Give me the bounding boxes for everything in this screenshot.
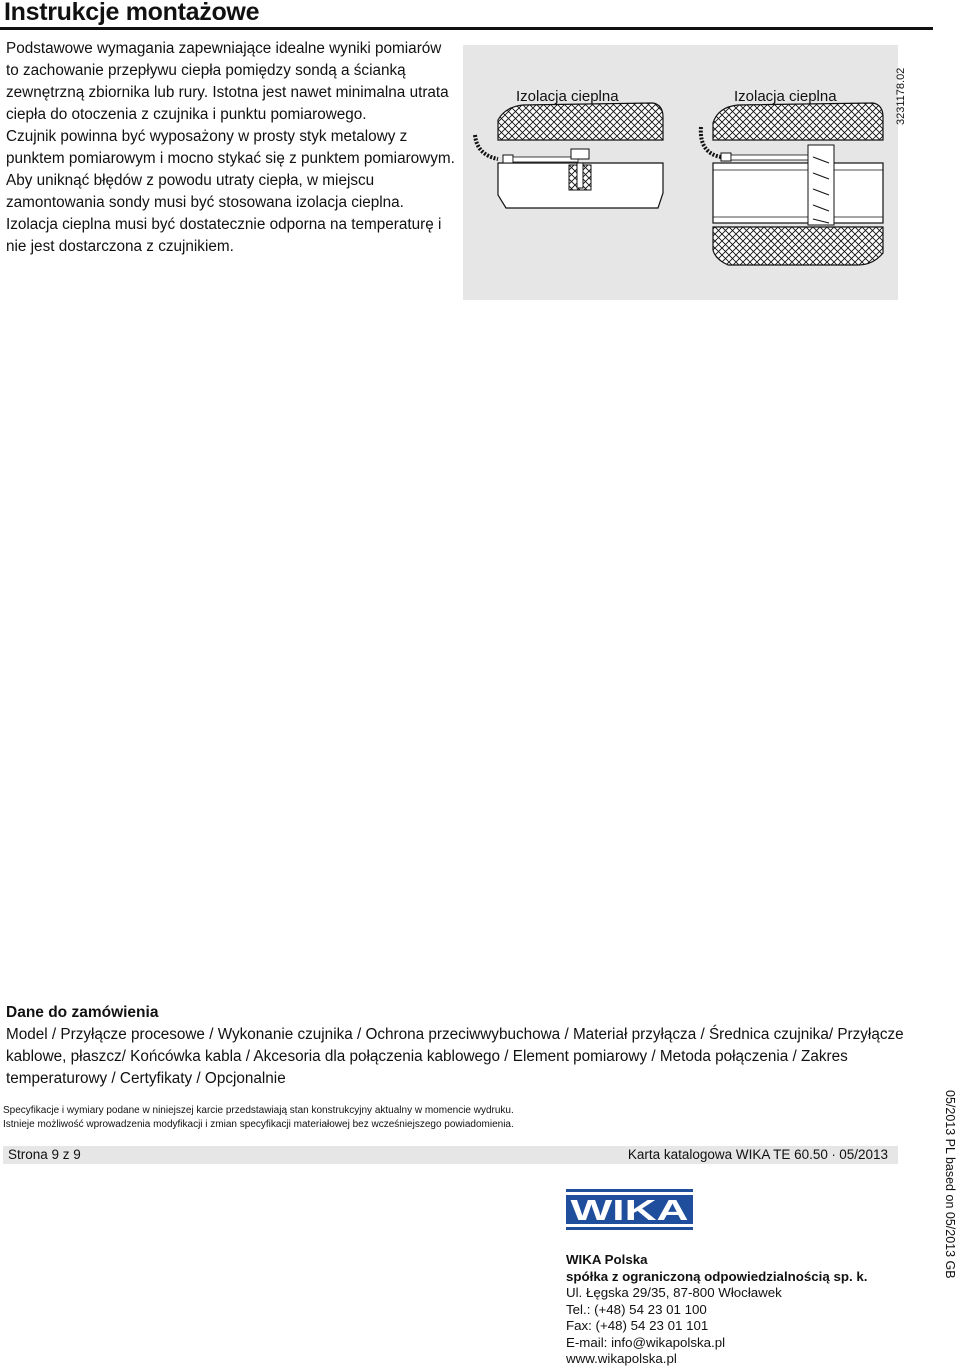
order-heading: Dane do zamówienia (6, 1004, 159, 1021)
right-insulation-bottom (713, 227, 883, 265)
page-number: Strona 9 z 9 (8, 1147, 81, 1162)
disclaimer-line-2: Istnieje możliwość wprowadzenia modyfikacji i zmian specyfikacji materiałowej bez wcześniejszego powiadomienia. (3, 1119, 514, 1130)
installation-drawing (463, 45, 898, 300)
company-fax: Fax: (+48) 54 23 01 101 (566, 1318, 709, 1333)
left-cable (475, 135, 498, 159)
right-insulation-top (713, 103, 883, 140)
left-insulation (498, 103, 663, 140)
footer-bar (3, 1146, 898, 1164)
left-sensor-tip (503, 155, 513, 163)
company-name: WIKA Polska (566, 1252, 648, 1267)
intro-paragraph-3: Aby uniknąć błędów z powodu utraty ciepła, w miejscu zamontowania sondy musi być stosowana izolacja cieplna. Izolacja cieplna musi być dostatecznie odporna na temperaturę i nie jest dostarczona z czujnikiem. (6, 172, 442, 255)
left-screw (577, 163, 583, 188)
page-title: Instrukcje montażowe (4, 0, 260, 26)
intro-paragraph-1: Podstawowe wymagania zapewniające idealne wyniki pomiarów to zachowanie przepływu ciepła pomiędzy sondą a ścianką zewnętrzną zbiornika lub rury. Istotna jest nawet minimalna utrata ciepła do otoczenia z czujnika i punktu pomiarowego. (6, 40, 449, 123)
company-phone: Tel.: (+48) 54 23 01 100 (566, 1301, 707, 1317)
title-divider (0, 27, 933, 30)
insulation-label-right: Izolacja cieplna (734, 88, 837, 105)
disclaimer (3, 1104, 903, 1132)
intro-paragraph-2: Czujnik powinna być wyposażony w prosty styk metalowy z punktem pomiarowym i mocno stykać się z punktem pomiarowym. (6, 128, 455, 167)
wika-logo (566, 1187, 693, 1232)
right-pipe (713, 163, 883, 223)
company-contact (566, 1252, 867, 1368)
right-clamp-band (808, 145, 834, 225)
left-clamp (571, 149, 589, 159)
insulation-label-left: Izolacja cieplna (516, 88, 619, 105)
intro-text (6, 38, 458, 258)
installation-figure (463, 45, 907, 300)
left-sensor-sheath (513, 157, 578, 162)
company-legal-name: spółka z ograniczoną odpowiedzialnością sp. k. (566, 1268, 868, 1284)
version-note: 05/2013 PL based on 05/2013 GB (943, 1090, 957, 1279)
company-website[interactable]: www.wikapolska.pl (566, 1351, 677, 1366)
order-text: Model / Przyłącze procesowe / Wykonanie czujnika / Ochrona przeciwwybuchowa / Materiał przyłącza / Średnica czujnika/ Przyłącze kablowe, płaszcz/ Końcówka kabla / Akcesoria dla połączenia kablowego / Element pomiarowy / Metoda połączenia / Zakres temperaturowy / Certyfikaty / Opcjonalnie (6, 1026, 904, 1087)
drawing-code: 3231178.02 (895, 67, 907, 125)
right-sensor-tip (721, 153, 731, 161)
svg-text:WIKA: WIKA (570, 1195, 689, 1227)
company-address: Ul. Łęgska 29/35, 87-800 Włocławek (566, 1285, 782, 1300)
catalog-reference: Karta katalogowa WIKA TE 60.50 ∙ 05/2013 (627, 1147, 888, 1162)
disclaimer-line-1: Specyfikacje i wymiary podane w niniejszej karcie przedstawiają stan konstrukcyjny aktualny w momencie wydruku. (3, 1105, 514, 1116)
company-email[interactable]: E-mail: info@wikapolska.pl (566, 1334, 726, 1350)
